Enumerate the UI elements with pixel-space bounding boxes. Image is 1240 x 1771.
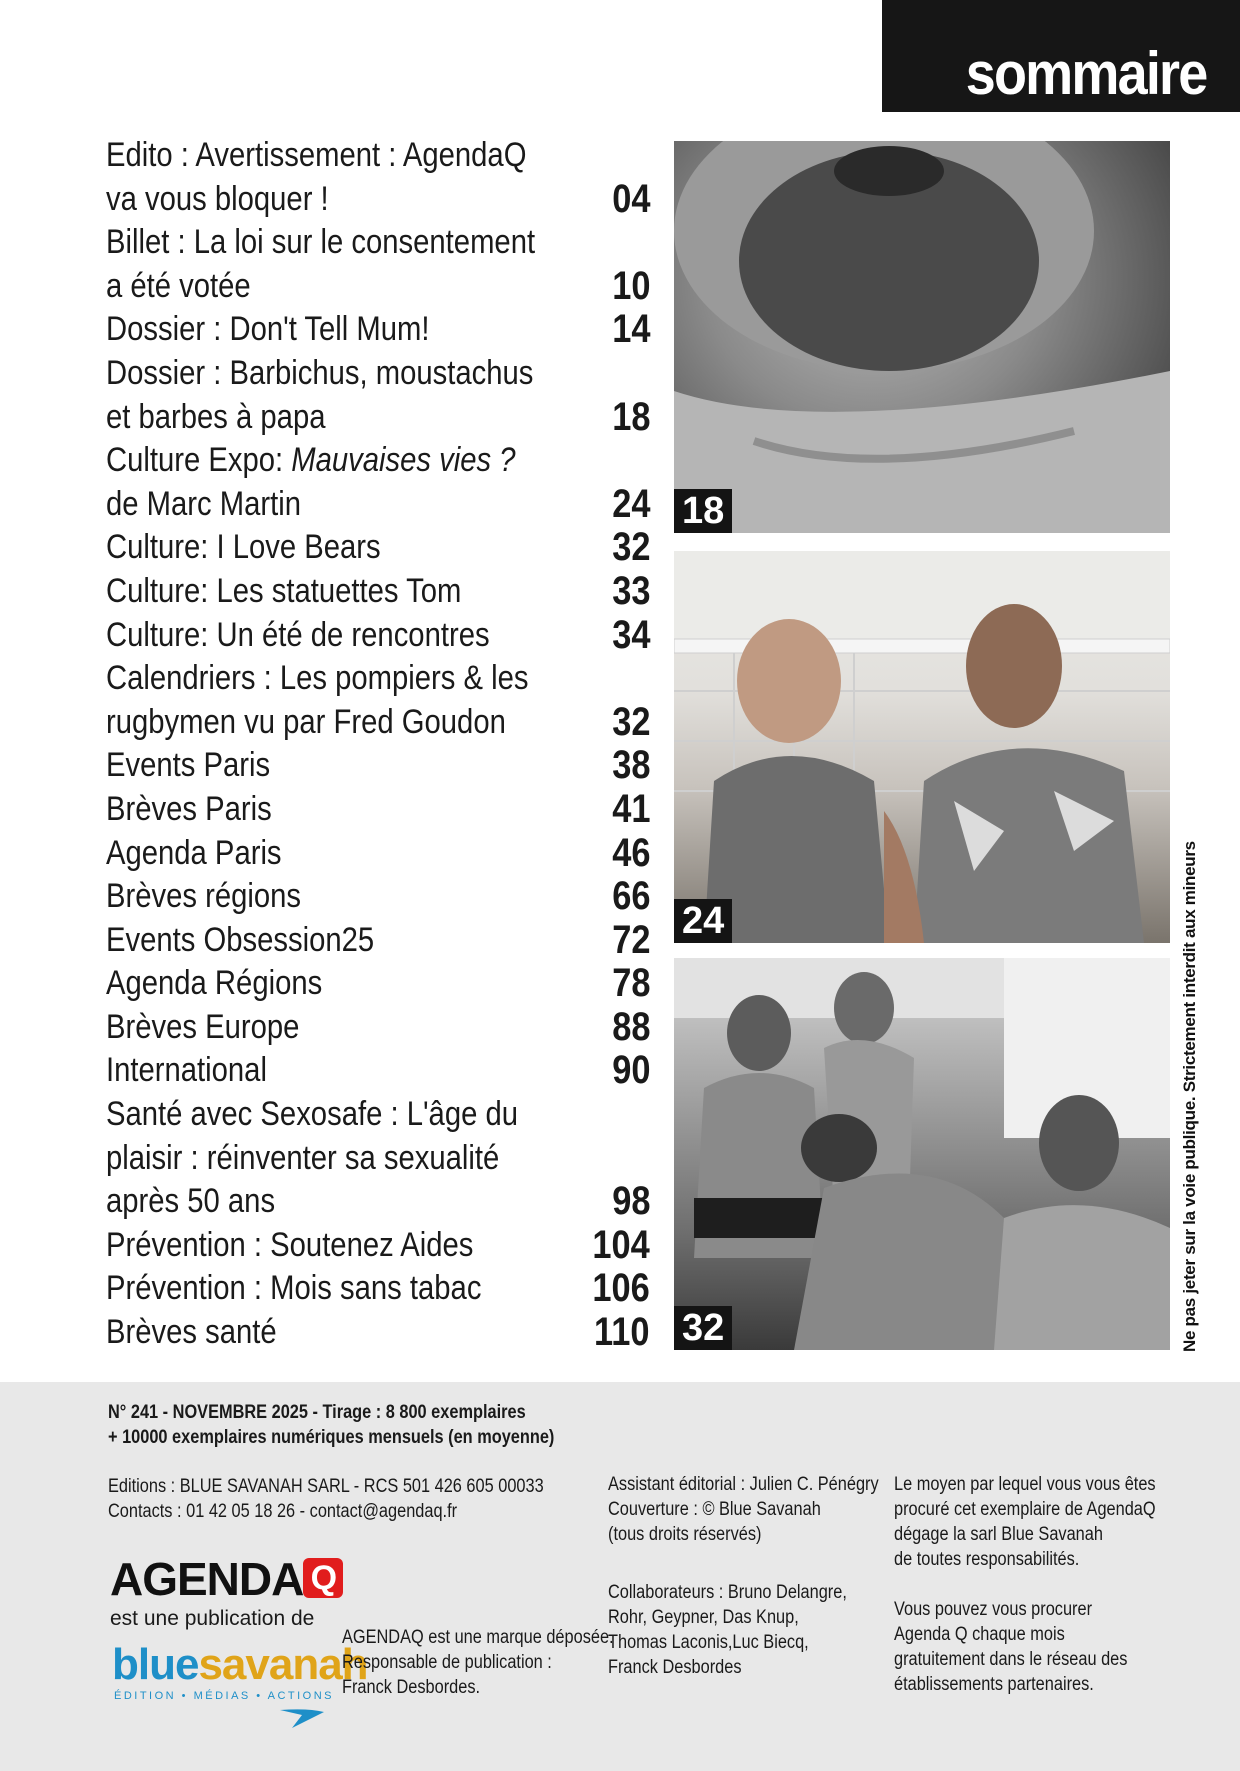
photo-locker-room [674, 958, 1170, 1350]
toc-entry-title-line [106, 657, 639, 701]
toc-page-number: 32 [611, 525, 650, 570]
agendaq-logo [110, 1553, 343, 1605]
trademark-line-3: Franck Desbordes. [342, 1677, 481, 1698]
toc-page-number: 10 [611, 263, 650, 308]
toc-entry [106, 308, 650, 352]
toc-entry-title-line [106, 396, 639, 440]
toc-entry-title-text: Calendriers : Les pompiers & les [106, 659, 529, 698]
toc-entry-title-text: après 50 ans [106, 1182, 276, 1221]
toc-entry-title-text: et barbes à papa [106, 397, 326, 436]
credits-line-1: Assistant éditorial : Julien C. Pénégry [608, 1474, 879, 1495]
bluesavanah-swoosh-icon [278, 1706, 328, 1730]
editions-line: Editions : BLUE SAVANAH SARL - RCS 501 426 605 00033 [108, 1476, 544, 1497]
bluesavanah-logo [112, 1640, 368, 1689]
toc-entry [106, 962, 650, 1006]
toc-entry-title-text: Brèves Europe [106, 1007, 300, 1046]
toc-entry-title-text: International [106, 1051, 267, 1090]
toc-entry-title-text: a été votée [106, 266, 251, 305]
toc-page-number: 32 [611, 699, 650, 744]
toc-entry-title-line [106, 483, 639, 527]
toc-entry-title-text: Dossier : Don't Tell Mum! [106, 310, 430, 349]
photo-page-label: 32 [674, 1306, 732, 1350]
toc-entry [106, 1267, 650, 1311]
toc-page-number: 33 [611, 568, 650, 613]
toc-entry-title-text: Prévention : Soutenez Aides [106, 1225, 474, 1264]
photo-locker-room-illustration [674, 958, 1170, 1350]
toc-entry-title-line [106, 1311, 639, 1355]
disclaimer-line-2: procuré cet exemplaire de AgendaQ [894, 1499, 1156, 1520]
trademark-line-1: AGENDAQ est une marque déposée. [342, 1627, 614, 1648]
toc-entry-title-text: Culture: Un été de rencontres [106, 615, 490, 654]
bluesavanah-logo-savanah: savanah [198, 1640, 368, 1689]
toc-entry-title-line [106, 1267, 639, 1311]
toc-entry-title-text: Santé avec Sexosafe : L'âge du [106, 1095, 518, 1134]
toc-entry-title-line [106, 875, 639, 919]
toc-page-number: 38 [611, 743, 650, 788]
toc-entry-title-line [106, 134, 639, 178]
toc-entry-title-line [106, 178, 639, 222]
toc-entry [106, 526, 650, 570]
toc-entry-title-line [106, 1137, 639, 1181]
photo-page-label: 18 [674, 489, 732, 533]
toc-entry [106, 614, 650, 658]
toc-entry-title-line [106, 439, 639, 483]
toc-page-number: 66 [611, 874, 650, 919]
publication-of-text: est une publication de [110, 1607, 315, 1630]
toc-page-number: 34 [611, 612, 650, 657]
toc-page-number: 106 [592, 1266, 650, 1311]
photo-beard-illustration [674, 141, 1170, 533]
disclaimer-line-1: Le moyen par lequel vous vous êtes [894, 1474, 1156, 1495]
toc-entry [106, 1224, 650, 1268]
toc-entry-title-line [106, 788, 639, 832]
toc-entry-title-text: va vous bloquer ! [106, 179, 329, 218]
toc-entry [106, 875, 650, 919]
toc-entry-title-text: Agenda Régions [106, 964, 323, 1003]
toc-page-number: 72 [611, 917, 650, 962]
photo-page-label: 24 [674, 899, 732, 943]
toc-entry [106, 134, 650, 221]
toc-entry [106, 570, 650, 614]
toc-entry-title-line [106, 352, 639, 396]
table-of-contents [106, 134, 650, 1355]
issue-line: N° 241 - NOVEMBRE 2025 - Tirage : 8 800 exemplaires [108, 1402, 526, 1423]
toc-entry-title-line [106, 570, 639, 614]
toc-entry-title-line [106, 614, 639, 658]
toc-page-number: 41 [611, 786, 650, 831]
toc-entry-title-line [106, 1224, 639, 1268]
toc-entry-title-line [106, 308, 639, 352]
toc-page-number: 98 [611, 1179, 650, 1224]
photo-washroom [674, 551, 1170, 943]
toc-entry-title-line [106, 832, 639, 876]
toc-entry-title-text: Brèves régions [106, 877, 302, 916]
toc-entry-title-text: rugbymen vu par Fred Goudon [106, 702, 506, 741]
toc-entry-title-text: plaisir : réinventer sa sexualité [106, 1138, 500, 1177]
toc-entry-title-line [106, 1093, 639, 1137]
toc-page-number: 88 [611, 1004, 650, 1049]
toc-entry-title-text: Dossier : Barbichus, moustachus [106, 353, 534, 392]
toc-entry-title-line [106, 701, 639, 745]
toc-entry-title-line [106, 919, 639, 963]
toc-entry-title-line [106, 1049, 639, 1093]
toc-page-number: 78 [611, 961, 650, 1006]
photo-beard [674, 141, 1170, 533]
toc-entry [106, 221, 650, 308]
toc-entry [106, 919, 650, 963]
collaborators-line-3: Thomas Laconis,Luc Biecq, [608, 1632, 809, 1653]
availability-line-3: gratuitement dans le réseau des [894, 1649, 1128, 1670]
collaborators-line-4: Franck Desbordes [608, 1657, 742, 1678]
toc-entry [106, 657, 650, 744]
toc-entry [106, 788, 650, 832]
agendaq-logo-text: AGENDA [110, 1553, 304, 1605]
toc-entry [106, 439, 650, 526]
toc-entry-title-line [106, 1180, 639, 1224]
toc-entry-title-text: Events Paris [106, 746, 271, 785]
toc-entry-title-text: Brèves santé [106, 1313, 277, 1352]
availability-line-1: Vous pouvez vous procurer [894, 1599, 1093, 1620]
toc-entry [106, 832, 650, 876]
agendaq-logo-q: Q [303, 1558, 343, 1598]
toc-entry [106, 352, 650, 439]
collaborators-line-2: Rohr, Geypner, Das Knup, [608, 1607, 799, 1628]
credits-line-3: (tous droits réservés) [608, 1524, 762, 1545]
toc-entry [106, 1006, 650, 1050]
toc-page-number: 18 [611, 394, 650, 439]
bluesavanah-tagline: ÉDITION • MÉDIAS • ACTIONS [114, 1690, 334, 1702]
availability-line-2: Agenda Q chaque mois [894, 1624, 1065, 1645]
toc-entry-title-text: Brèves Paris [106, 789, 272, 828]
toc-entry-title-text: Culture Expo: [106, 441, 292, 480]
toc-page-number: 24 [611, 481, 650, 526]
toc-entry-title-line [106, 265, 639, 309]
disclaimer-line-4: de toutes responsabilités. [894, 1549, 1080, 1570]
toc-entry-title-italic: Mauvaises vies ? [291, 441, 516, 480]
toc-entry-title-text: de Marc Martin [106, 484, 301, 523]
toc-entry-title-text: Culture: I Love Bears [106, 528, 381, 567]
toc-page-number: 104 [592, 1222, 650, 1267]
toc-entry-title-line [106, 962, 639, 1006]
toc-entry-title-text: Events Obsession25 [106, 920, 375, 959]
toc-page-number: 14 [611, 307, 650, 352]
toc-entry-title-text: Agenda Paris [106, 833, 282, 872]
toc-entry [106, 1049, 650, 1093]
toc-entry-title-line [106, 744, 639, 788]
credits-line-2: Couverture : © Blue Savanah [608, 1499, 821, 1520]
circulation-line: + 10000 exemplaires numériques mensuels (en moyenne) [108, 1427, 555, 1448]
toc-entry [106, 1311, 650, 1355]
toc-entry-title-line [106, 1006, 639, 1050]
contacts-line: Contacts : 01 42 05 18 26 - contact@agendaq.fr [108, 1501, 458, 1522]
toc-page-number: 90 [611, 1048, 650, 1093]
toc-entry-title-text: Prévention : Mois sans tabac [106, 1269, 482, 1308]
toc-page-number: 46 [611, 830, 650, 875]
photo-washroom-illustration [674, 551, 1170, 943]
toc-entry-title-text: Edito : Avertissement : AgendaQ [106, 136, 527, 174]
toc-entry-title-text: Billet : La loi sur le consentement [106, 223, 536, 262]
toc-entry-title-line [106, 221, 639, 265]
trademark-line-2: Responsable de publication : [342, 1652, 552, 1673]
toc-entry [106, 744, 650, 788]
disclaimer-line-3: dégage la sarl Blue Savanah [894, 1524, 1103, 1545]
page-title: sommaire [965, 40, 1206, 107]
section-header-tab [882, 0, 1240, 112]
side-warning-note: Ne pas jeter sur la voie publique. Strictement interdit aux mineurs [1180, 841, 1199, 1352]
toc-page-number: 110 [594, 1310, 650, 1355]
collaborators-line-1: Collaborateurs : Bruno Delangre, [608, 1582, 847, 1603]
toc-entry [106, 1093, 650, 1224]
toc-entry-title-text: Culture: Les statuettes Tom [106, 571, 462, 610]
toc-entry-title-line [106, 526, 639, 570]
toc-page-number: 04 [611, 176, 650, 221]
availability-line-4: établissements partenaires. [894, 1674, 1094, 1695]
bluesavanah-logo-blue: blue [112, 1640, 199, 1689]
